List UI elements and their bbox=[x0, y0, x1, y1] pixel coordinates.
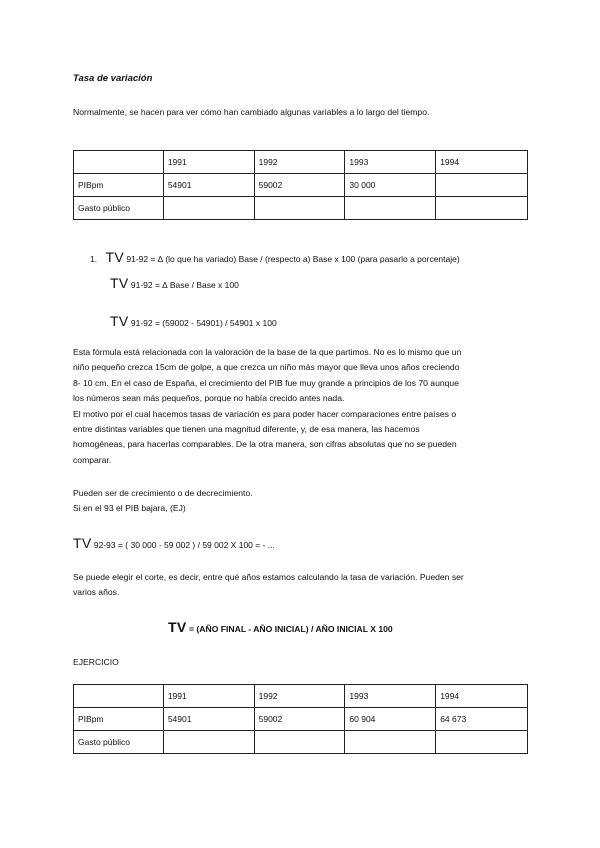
paragraph-line: Pueden ser de crecimiento o de decrecimiento. bbox=[73, 488, 253, 498]
paragraph-line: comparar. bbox=[73, 454, 112, 465]
explanation-paragraph bbox=[73, 345, 461, 468]
formula-text: = (AÑO FINAL - AÑO INICIAL) / AÑO INICIAL X 100 bbox=[189, 624, 393, 634]
tv-symbol: TV bbox=[110, 313, 129, 329]
table-cell bbox=[163, 731, 254, 754]
formula-text: 92-93 = ( 30 000 - 59 002 ) / 59 002 X 100 = - ... bbox=[93, 540, 275, 550]
table-cell bbox=[254, 197, 345, 220]
paragraph-line: Si en el 93 el PIB bajara, (EJ) bbox=[73, 503, 186, 514]
table-cell bbox=[345, 197, 436, 220]
paragraph-line: niño pequeño crezca 15cm de golpe, a que crezca un niño más mayor que lleva unos años creciendo bbox=[73, 362, 460, 373]
paragraph-line: homogéneas, para hacerlas comparables. De la otra manera, son cifras absolutas que no se pueden bbox=[73, 439, 457, 450]
table-cell: PIBpm bbox=[74, 708, 164, 731]
paragraph-line: Se puede elegir el corte, es decir, entre qué años estamos calculando la tasa de variación. Pueden ser bbox=[73, 572, 464, 582]
paragraph-line: entre distintas variables que tienen una magnitud diferente, y, de esa manera, las hacemos bbox=[73, 424, 420, 435]
tv-symbol: TV bbox=[105, 249, 124, 265]
table-row bbox=[74, 174, 528, 197]
table-cell: Gasto público bbox=[74, 731, 164, 754]
table-cell bbox=[436, 197, 528, 220]
formula-4 bbox=[73, 535, 275, 551]
table-row bbox=[74, 197, 528, 220]
table-row bbox=[74, 708, 528, 731]
table-cell: 1994 bbox=[436, 685, 528, 708]
table-cell: 60 904 bbox=[345, 708, 436, 731]
table-cell: 30 000 bbox=[345, 174, 436, 197]
table-cell bbox=[74, 151, 164, 174]
table-cell: 59002 bbox=[254, 174, 345, 197]
tv-symbol: TV bbox=[168, 619, 187, 635]
table-cell bbox=[345, 731, 436, 754]
table-row bbox=[74, 731, 528, 754]
tv-symbol: TV bbox=[73, 535, 92, 551]
formula-general bbox=[168, 619, 393, 635]
table-cell bbox=[254, 731, 345, 754]
exercise-label: EJERCICIO bbox=[73, 657, 119, 667]
formula-1 bbox=[90, 249, 460, 265]
formula-3 bbox=[110, 313, 277, 329]
table-cell: 1994 bbox=[436, 151, 528, 174]
table-cell: 64 673 bbox=[436, 708, 528, 731]
table-cell bbox=[436, 174, 528, 197]
table-cell: 1992 bbox=[254, 685, 345, 708]
paragraph-line: los números sean más pequeños, porque no había crecido antes nada. bbox=[73, 393, 345, 404]
paragraph-line: varios años. bbox=[73, 587, 120, 598]
table-cell: 54901 bbox=[163, 174, 254, 197]
data-table-2 bbox=[73, 684, 528, 754]
data-table-1 bbox=[73, 150, 528, 220]
table-cell bbox=[163, 197, 254, 220]
intro-text: Normalmente, se hacen para ver cómo han cambiado algunas variables a lo largo del tiempo. bbox=[73, 107, 430, 117]
table-header-row bbox=[74, 151, 528, 174]
table-cell: 1992 bbox=[254, 151, 345, 174]
formula-text: 91-92 = ∆ Base / Base x 100 bbox=[130, 280, 239, 290]
table-cell: 1993 bbox=[345, 151, 436, 174]
table-cell bbox=[74, 685, 164, 708]
table-cell bbox=[436, 731, 528, 754]
formula-text: 91-92 = (59002 - 54901) / 54901 x 100 bbox=[130, 318, 277, 328]
table-cell: PIBpm bbox=[74, 174, 164, 197]
paragraph-line: El motivo por el cual hacemos tasas de variación es para poder hacer comparaciones entre países o bbox=[73, 408, 457, 419]
page-title: Tasa de variación bbox=[73, 73, 153, 84]
table-cell: Gasto público bbox=[74, 197, 164, 220]
table-cell: 54901 bbox=[163, 708, 254, 731]
list-number: 1. bbox=[90, 254, 98, 264]
tv-symbol: TV bbox=[110, 275, 129, 291]
table-header-row bbox=[74, 685, 528, 708]
formula-2 bbox=[110, 275, 239, 291]
table-cell: 59002 bbox=[254, 708, 345, 731]
table-cell: 1991 bbox=[163, 685, 254, 708]
formula-text: 91-92 = ∆ (lo que ha variado) Base / (respecto a) Base x 100 (para pasarlo a porcentaje) bbox=[126, 254, 460, 264]
paragraph-line: 8- 10 cm. En el caso de España, el crecimiento del PIB fue muy grande a principios de los 70 aunque bbox=[73, 377, 459, 388]
growth-paragraph bbox=[73, 486, 253, 517]
table-cell: 1991 bbox=[163, 151, 254, 174]
paragraph-line: Esta fórmula está relacionada con la valoración de la base de la que partimos. No es lo mismo que un bbox=[73, 347, 462, 357]
cut-paragraph bbox=[73, 570, 464, 601]
table-cell: 1993 bbox=[345, 685, 436, 708]
